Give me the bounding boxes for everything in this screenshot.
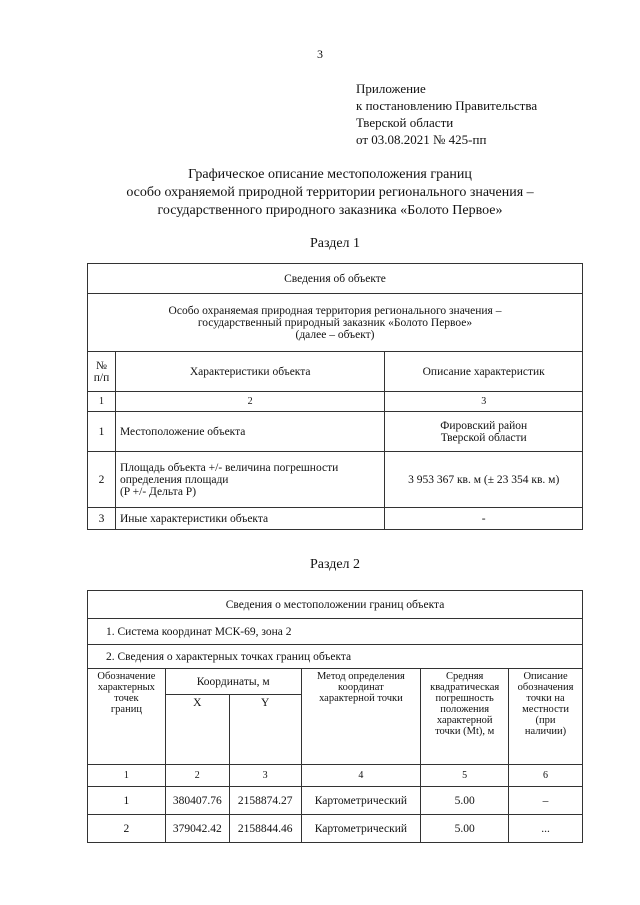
point-id: 1 [88, 787, 166, 815]
header-num [88, 352, 116, 392]
column-number: 5 [421, 765, 509, 787]
characteristic-cell: Местоположение объекта [115, 412, 384, 452]
title-line: особо охраняемой природной территории регионального значения – [126, 185, 534, 200]
column-number: 3 [385, 392, 583, 412]
page-number: 3 [317, 47, 323, 61]
header-line: точки (Mt), м [435, 726, 495, 737]
table-row [88, 815, 583, 843]
header-coordinates: Координаты, м [165, 669, 301, 695]
header-num-line: № [95, 359, 107, 372]
characteristic-cell: Иные характеристики объекта [115, 508, 384, 530]
appendix-line: Тверской области [356, 115, 454, 130]
description-cell: – [509, 787, 583, 815]
header-y: Y [229, 695, 301, 765]
title-line: государственного природного заказника «Болото Первое» [157, 203, 503, 218]
header-line: точек [114, 693, 139, 704]
appendix-line: от 03.08.2021 № 425-пп [356, 132, 487, 147]
header-line: Метод определения [316, 671, 405, 682]
header-line: точки на [526, 693, 565, 704]
header-line: (при [535, 715, 556, 726]
appendix-block [356, 80, 537, 148]
header-line: наличии) [524, 726, 567, 737]
value-cell: 3 953 367 кв. м (± 23 354 кв. м) [385, 452, 583, 508]
header-line: положения [440, 704, 490, 715]
value-cell [385, 412, 583, 452]
column-number: 6 [509, 765, 583, 787]
header-line: Средняя [445, 671, 484, 682]
method-cell: Картометрический [301, 787, 421, 815]
description-cell: ... [509, 815, 583, 843]
object-name-line: Особо охраняемая природная территория регионального значения – [168, 304, 502, 317]
value-cell: - [385, 508, 583, 530]
header-line: квадратическая [430, 682, 500, 693]
column-number: 1 [88, 765, 166, 787]
value-line: Фировский район [440, 419, 528, 432]
points-title: 2. Сведения о характерных точках границ объекта [88, 645, 583, 669]
coordinate-system: 1. Система координат МСК-69, зона 2 [88, 619, 583, 645]
point-id: 2 [88, 815, 166, 843]
characteristic-line: Площадь объекта +/- величина погрешности [119, 461, 339, 474]
column-number: 1 [88, 392, 116, 412]
column-number: 2 [165, 765, 229, 787]
header-line: характерной [436, 715, 493, 726]
object-name-line: государственный природный заказник «Болото Первое» [197, 316, 473, 329]
header-line: характерных [97, 682, 155, 693]
column-number: 2 [115, 392, 384, 412]
header-line: Обозначение [97, 671, 156, 682]
header-line: Описание [523, 671, 568, 682]
table-title: Сведения об объекте [88, 264, 583, 294]
header-line: характерной точки [319, 693, 403, 704]
boundary-table [87, 590, 583, 843]
table-row [88, 787, 583, 815]
document-title [60, 166, 600, 220]
column-number: 4 [301, 765, 421, 787]
error-cell: 5.00 [421, 815, 509, 843]
row-number: 2 [88, 452, 116, 508]
characteristic-line: определения площади [119, 473, 229, 486]
object-name-cell [88, 294, 583, 352]
header-description: Описание характеристик [385, 352, 583, 392]
section2-heading: Раздел 2 [309, 557, 361, 572]
appendix-line: Приложение [356, 81, 426, 96]
coord-x: 379042.42 [165, 815, 229, 843]
header-x: X [165, 695, 229, 765]
header-line: координат [338, 682, 384, 693]
title-line: Графическое описание местоположения границ [188, 167, 472, 182]
object-name-line: (далее – объект) [295, 328, 375, 341]
header-line: границ [110, 704, 142, 715]
header-point-description [509, 669, 583, 765]
row-number: 1 [88, 412, 116, 452]
column-number: 3 [229, 765, 301, 787]
table-title: Сведения о местоположении границ объекта [88, 591, 583, 619]
header-line: погрешность [435, 693, 494, 704]
header-designation [88, 669, 166, 765]
header-line: местности [522, 704, 569, 715]
row-number: 3 [88, 508, 116, 530]
section1-heading: Раздел 1 [309, 236, 361, 251]
value-line: Тверской области [440, 431, 527, 444]
header-characteristics: Характеристики объекта [115, 352, 384, 392]
characteristic-cell [115, 452, 384, 508]
header-line: обозначения [517, 682, 574, 693]
method-cell: Картометрический [301, 815, 421, 843]
error-cell: 5.00 [421, 787, 509, 815]
coord-x: 380407.76 [165, 787, 229, 815]
header-method [301, 669, 421, 765]
header-num-line: п/п [93, 371, 110, 384]
characteristic-line: (P +/- Дельта P) [119, 485, 197, 498]
object-info-table [87, 263, 583, 530]
header-error [421, 669, 509, 765]
appendix-line: к постановлению Правительства [356, 98, 538, 113]
coord-y: 2158874.27 [229, 787, 301, 815]
coord-y: 2158844.46 [229, 815, 301, 843]
